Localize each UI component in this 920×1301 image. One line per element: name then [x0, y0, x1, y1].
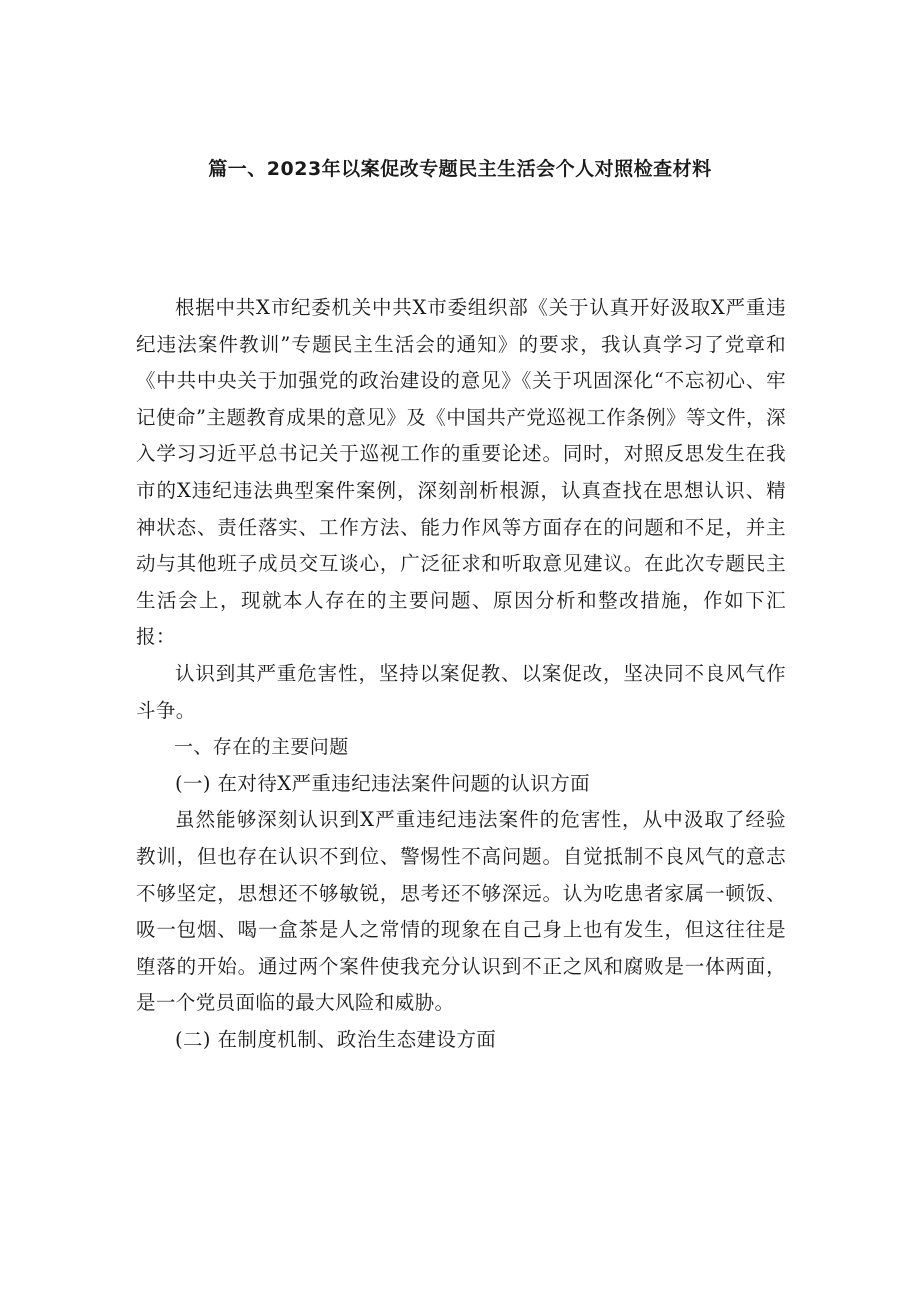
intro-paragraph: 根据中共X市纪委机关中共X市委组织部《关于认真开好汲取X严重违纪违法案件教训”专题民主生活会的通知》的要求，我认真学习了党章和《中共中央关于加强党的政治建设的意见》《关于巩固深化“不忘初心、牢记使命”主题教育成果的意见》及《中国共产党巡视工作条例》等文件，深入学习习近平总书记关于巡视工作的重要论述。同时，对照反思发生在我市的X违纪违法典型案件案例，深刻剖析根源，认真查找在思想认识、精神状态、责任落实、工作方法、能力作风等方面存在的问题和不足，并主动与其他班子成员交互谈心，广泛征求和听取意见建议。在此次专题民主生活会上，现就本人存在的主要问题、原因分析和整改措施，作如下汇报： [136, 296, 786, 649]
subsection-heading-case-awareness: (一) 在对待X严重违纪违法案件问题的认识方面 [175, 771, 590, 795]
document-title: 篇一、2023年以案促改专题民主生活会个人对照检查材料 [208, 158, 712, 180]
statement-paragraph: 认识到其严重危害性，坚持以案促教、以案促改，坚决同不良风气作斗争。 [136, 661, 786, 722]
document-body [136, 290, 786, 1058]
subsection-paragraph-case-awareness: 虽然能够深刻认识到X严重违纪违法案件的危害性，从中汲取了经验教训，但也存在认识不到位、警惕性不高问题。自觉抵制不良风气的意志不够坚定，思想还不够敏锐，思考还不够深远。认为吃患者家属一顿饭、吸一包烟、喝一盒茶是人之常情的现象在自己身上也有发生，但这往往是堕落的开始。通过两个案件使我充分认识到不正之风和腐败是一体两面，是一个党员面临的最大风险和威胁。 [136, 808, 786, 1015]
section-heading-main-problems: 一、存在的主要问题 [174, 736, 349, 759]
subsection-heading-institutional-mechanism: (二) 在制度机制、政治生态建设方面 [175, 1027, 497, 1051]
